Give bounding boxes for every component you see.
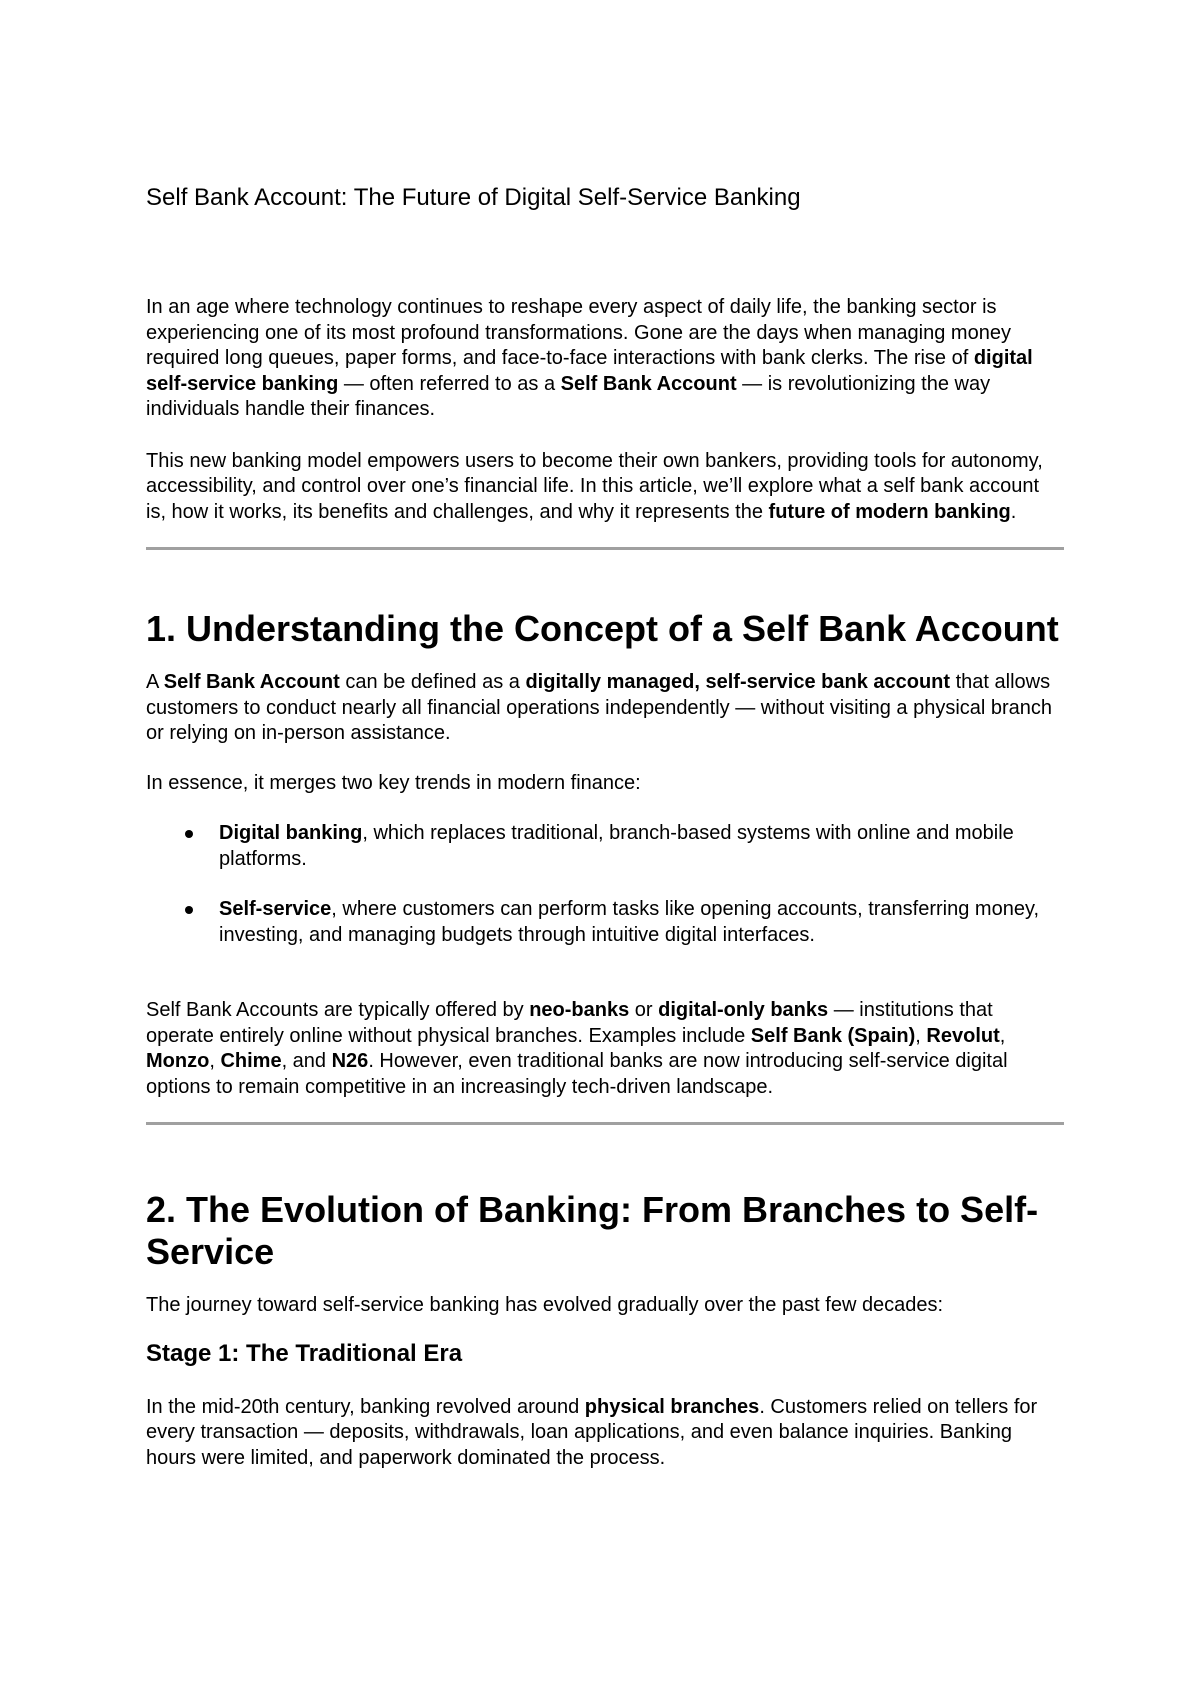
text-run: . However, even traditional banks are now introducing self-service digital options to remain competitive in an increasingly tech-driven landscape.: [146, 1050, 1008, 1098]
text-run: ,: [915, 1024, 927, 1047]
bold-text: future of modern banking: [768, 500, 1011, 523]
bold-text: Self Bank (Spain): [750, 1024, 916, 1047]
text-run: that allows customers to conduct nearly all financial operations independently — without visiting a physical branch or relying on in-person assistance.: [146, 671, 1053, 744]
section-1-paragraph-1: [146, 670, 1064, 747]
text-run: can be defined as a: [339, 671, 526, 693]
section-divider: [146, 1122, 1064, 1125]
bold-text: digital self-service banking: [146, 347, 1033, 395]
bold-text: Self Bank Account: [163, 671, 340, 693]
text-run: — often referred to as a: [338, 372, 561, 395]
bold-text: digitally managed, self-service bank account: [525, 671, 951, 693]
text-run: In an age where technology continues to reshape every aspect of daily life, the banking sector is experiencing one of its most profound transformations. Gone are the days when managing money required long queues, paper forms, and face-to-face interactions with bank clerks. The rise of: [146, 296, 1011, 369]
bold-text: physical branches: [584, 1395, 760, 1418]
bold-text: neo-banks: [529, 999, 630, 1021]
intro-paragraph-1: [146, 295, 1064, 423]
section-2-heading: 2. The Evolution of Banking: From Branches to Self-Service: [146, 1189, 1039, 1272]
list-item: [146, 897, 1064, 948]
document-page: [146, 180, 1064, 1471]
text-run: .: [1010, 500, 1017, 523]
document-title: Self Bank Account: The Future of Digital Self-Service Banking: [146, 184, 801, 211]
bold-text: Chime: [220, 1050, 282, 1072]
text-run: This new banking model empowers users to become their own bankers, providing tools for autonomy, accessibility, and control over one’s financial life. In this article, we’ll explore what a self bank account is, how it works, its benefits and challenges, and why it represents the: [146, 449, 1043, 523]
text-run: In the mid-20th century, banking revolved around: [146, 1395, 585, 1418]
text-run: , where customers can perform tasks like opening accounts, transferring money, investing, and managing budgets through intuitive digital interfaces.: [219, 898, 1040, 946]
section-2-paragraph-1: The journey toward self-service banking has evolved gradually over the past few decades:: [146, 1294, 944, 1316]
list-item-text: [219, 898, 1039, 946]
text-run: — is revolutionizing the way individuals handle their finances.: [146, 372, 991, 420]
bold-text: N26: [331, 1050, 369, 1072]
text-run: — institutions that operate entirely online without physical branches. Examples include: [146, 999, 993, 1047]
text-run: , and: [281, 1050, 332, 1072]
text-run: . Customers relied on tellers for every transaction — deposits, withdrawals, loan applications, and even balance inquiries. Banking hours were limited, and paperwork dominated the process.: [146, 1395, 1038, 1469]
section-divider: [146, 547, 1064, 550]
text-run: , which replaces traditional, branch-based systems with online and mobile platforms.: [219, 822, 1014, 870]
stage-1-heading: Stage 1: The Traditional Era: [146, 1339, 463, 1367]
bold-text: Monzo: [146, 1050, 210, 1072]
text-run: or: [629, 999, 659, 1021]
list-item-text: [219, 822, 1014, 870]
text-run: A: [146, 671, 164, 693]
bold-text: Revolut: [926, 1024, 1000, 1047]
bullet-list: [146, 821, 1064, 948]
bullet-icon: [185, 906, 193, 914]
bullet-icon: [185, 830, 193, 838]
bold-text: Self-service: [219, 898, 332, 920]
list-item: [146, 821, 1064, 872]
stage-1-paragraph: [146, 1395, 1064, 1472]
section-1-paragraph-3: [146, 998, 1064, 1100]
bold-text: digital-only banks: [658, 999, 829, 1021]
text-run: Self Bank Accounts are typically offered by: [146, 999, 530, 1021]
bold-text: Self Bank Account: [560, 372, 737, 395]
text-run: ,: [999, 1024, 1006, 1047]
section-1-paragraph-2: In essence, it merges two key trends in modern finance:: [146, 771, 641, 794]
bold-text: Digital banking: [219, 822, 363, 844]
section-1-heading: 1. Understanding the Concept of a Self Bank Account: [146, 608, 1059, 649]
intro-paragraph-2: [146, 449, 1064, 526]
text-run: ,: [209, 1050, 221, 1072]
